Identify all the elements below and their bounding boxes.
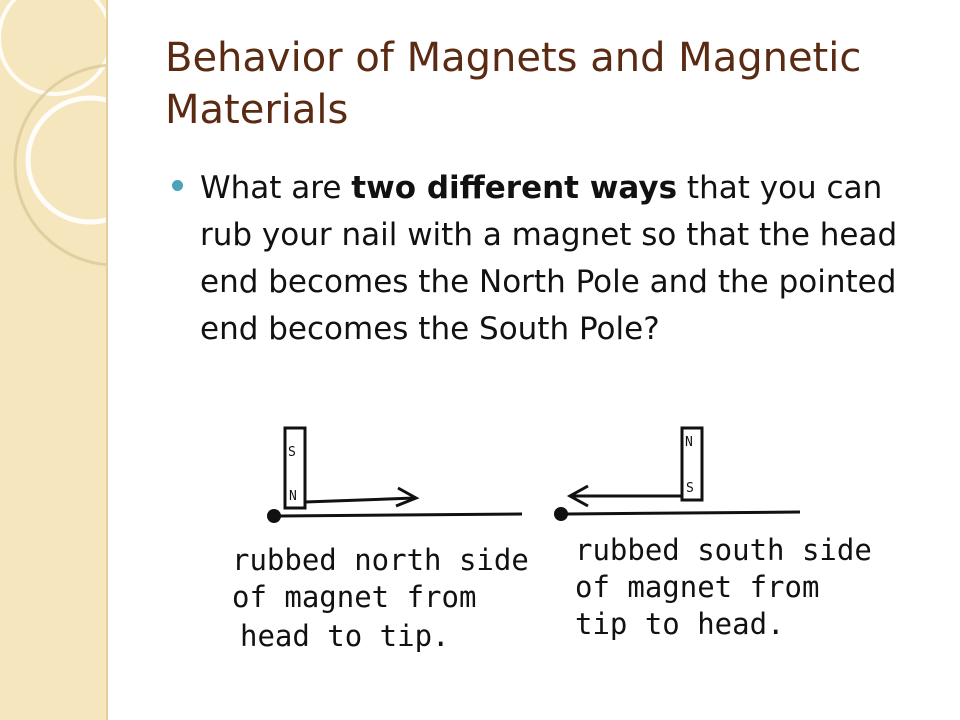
- left-nail-shaft: [280, 514, 522, 516]
- right-magnet-bottom-label: S: [686, 481, 694, 496]
- left-magnet-bottom-label: N: [289, 489, 297, 504]
- right-caption-line3: tip to head.: [575, 607, 785, 641]
- left-caption-line1: rubbed north side: [232, 543, 529, 577]
- right-nail-shaft: [567, 512, 800, 514]
- left-magnet-top-label: S: [288, 445, 296, 460]
- magnet-rubbing-sketch: [230, 420, 910, 670]
- bullet-text: [200, 165, 900, 353]
- right-caption-line1: rubbed south side: [575, 533, 872, 567]
- left-caption-line3: head to tip.: [240, 619, 450, 653]
- left-nail-head: [267, 509, 281, 523]
- bullet-text-part2: that you can rub your nail with a magnet so that the head end becomes the North Pole and the pointed end becomes the South Pole?: [200, 170, 898, 347]
- slide-title: Behavior of Magnets and Magnetic Materials: [165, 35, 862, 133]
- sidebar-rings-decoration: [0, 0, 106, 720]
- right-magnet-top-label: N: [685, 435, 693, 450]
- decorative-sidebar: [0, 0, 108, 720]
- right-sketch: [554, 428, 872, 641]
- bullet-text-bold: two different ways: [351, 170, 678, 206]
- left-arrow-line: [305, 498, 415, 502]
- left-sketch: [232, 428, 529, 653]
- right-caption-line2: of magnet from: [575, 570, 820, 604]
- bullet-text-part1: What are: [200, 170, 352, 206]
- left-caption-line2: of magnet from: [232, 580, 477, 614]
- right-nail-head: [554, 507, 568, 521]
- bullet-dot-icon: [172, 180, 183, 191]
